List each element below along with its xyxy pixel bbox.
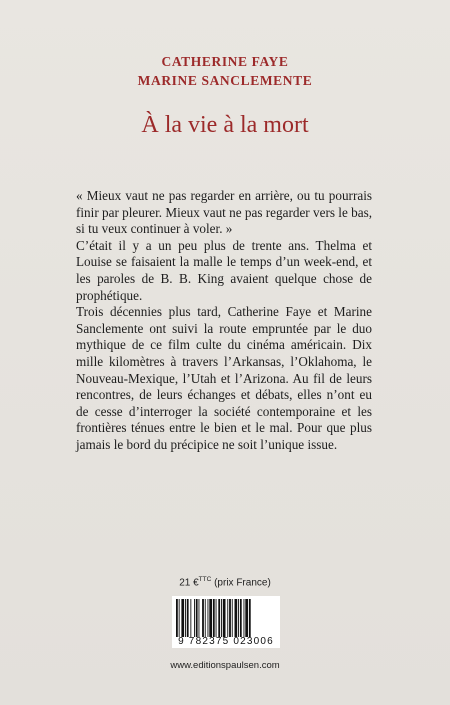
- barcode-bar: [202, 599, 204, 637]
- barcode-bar: [232, 599, 233, 637]
- barcode-digits: 9 782375 023006: [178, 636, 274, 647]
- price-ttc: TTC: [198, 576, 212, 583]
- back-cover-blurb: [76, 188, 372, 454]
- barcode-bar: [235, 599, 238, 637]
- barcode-bar: [185, 599, 186, 637]
- barcode-bar: [223, 599, 226, 637]
- barcode-bar: [227, 599, 228, 637]
- barcode-bar: [238, 599, 239, 637]
- barcode-bar: [181, 599, 184, 637]
- barcode-bar: [190, 599, 191, 637]
- barcode-bar: [244, 599, 245, 637]
- barcode-bar: [221, 599, 222, 637]
- price-amount: 21 €: [179, 577, 199, 589]
- barcode-bar: [176, 599, 178, 637]
- barcode-bar: [213, 599, 215, 637]
- barcode-bar: [196, 599, 198, 637]
- book-title: À la vie à la mort: [141, 112, 309, 138]
- blurb-quote: « Mieux vaut ne pas regarder en arrière, ou tu pourrais finir par pleurer. Mieux vaut ne pas regarder vers le bas, si tu veux continuer à voler. »: [76, 188, 372, 237]
- price-note: (prix France): [214, 577, 271, 589]
- barcode-bar: [209, 599, 212, 637]
- barcode-bar: [240, 599, 242, 637]
- barcode-bar: [194, 599, 195, 637]
- barcode-bar: [179, 599, 180, 637]
- barcode-bar: [229, 599, 231, 637]
- barcode-bar: [205, 599, 206, 637]
- barcode-bar: [187, 599, 189, 637]
- barcode-bar: [218, 599, 220, 637]
- publisher-website: www.editionspaulsen.com: [170, 660, 280, 671]
- blurb-paragraph-1: C’était il y a un peu plus de trente ans. Thelma et Louise se faisaient la malle le temps d’un week-end, et les paroles de B. B. King avaient quelque chose de prophétique.: [76, 237, 372, 303]
- author-name-1: CATHERINE FAYE: [161, 54, 289, 69]
- author-name-2: MARINE SANCLEMENTE: [137, 73, 313, 88]
- barcode-bar: [245, 599, 248, 637]
- barcode-bar: [249, 599, 251, 637]
- author-names: [0, 52, 450, 90]
- barcode-bar: [199, 599, 200, 637]
- price-line: [0, 576, 450, 588]
- barcode-bar: [216, 599, 217, 637]
- blurb-paragraph-2: Trois décennies plus tard, Catherine Faye et Marine Sanclemente ont suivi la route empruntée par le duo mythique de ce film culte du cinéma américain. Dix mille kilomètres à travers l’Arkansas, l’Oklahoma, le Nouveau-Mexique, l’Utah et l’Arizona. Au fil de leurs rencontres, de leurs échanges et débats, elles n’ont eu de cesse d’interroger la société contemporaine et les frontières ténues entre le bien et le mal. Pour que plus jamais le bord du précipice ne soit l’unique issue.: [76, 304, 372, 452]
- barcode-bar: [208, 599, 209, 637]
